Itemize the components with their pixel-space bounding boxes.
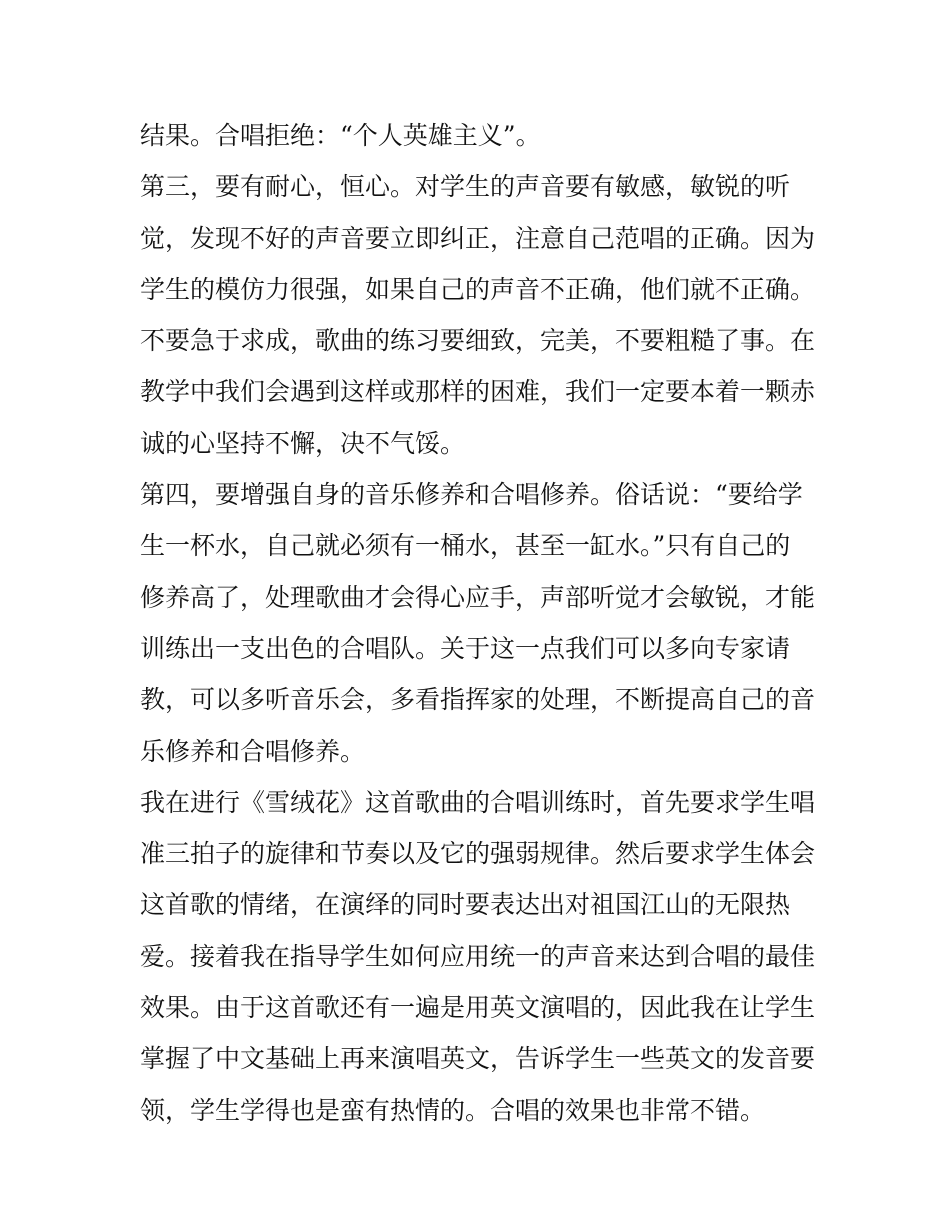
- text-line: 效果。由于这首歌还有一遍是用英文演唱的，因此我在让学生: [140, 993, 816, 1023]
- text-line: 诚的心坚持不懈，决不气馁。: [140, 428, 466, 458]
- body-text: [140, 110, 830, 1136]
- text-line: 准三拍子的旋律和节奏以及它的强弱规律。然后要求学生体会: [140, 839, 816, 869]
- text-line: 我在进行《雪绒花》这首歌曲的合唱训练时，首先要求学生唱: [140, 787, 816, 817]
- text-line: 生一杯水，自己就必须有一桶水，甚至一缸水。”只有自己的: [140, 531, 791, 561]
- text-line: 乐修养和合唱修养。: [140, 736, 366, 766]
- text-line: 掌握了中文基础上再来演唱英文，告诉学生一些英文的发音要: [140, 1044, 816, 1074]
- text-line: 爱。接着我在指导学生如何应用统一的声音来达到合唱的最佳: [140, 941, 816, 971]
- text-line: 学生的模仿力很强，如果自己的声音不正确，他们就不正确。: [140, 274, 816, 304]
- text-line: 觉，发现不好的声音要立即纠正，注意自己范唱的正确。因为: [140, 223, 816, 253]
- text-line: 领，学生学得也是蛮有热情的。合唱的效果也非常不错。: [140, 1095, 766, 1125]
- text-line: 修养高了，处理歌曲才会得心应手，声部听觉才会敏锐，才能: [140, 582, 816, 612]
- text-line: 结果。合唱拒绝：“个人英雄主义”。: [140, 121, 541, 150]
- text-line: 第三，要有耐心，恒心。对学生的声音要有敏感，敏锐的听: [140, 172, 791, 202]
- text-line: 不要急于求成，歌曲的练习要细致，完美，不要粗糙了事。在: [140, 326, 816, 356]
- text-line: 教学中我们会遇到这样或那样的困难，我们一定要本着一颗赤: [140, 377, 816, 407]
- text-line: 第四，要增强自身的音乐修养和合唱修养。俗话说：“要给学: [140, 480, 803, 510]
- text-line: 训练出一支出色的合唱队。关于这一点我们可以多向专家请: [140, 633, 791, 663]
- text-line: 教，可以多听音乐会，多看指挥家的处理，不断提高自己的音: [140, 685, 816, 715]
- text-line: 这首歌的情绪，在演绎的同时要表达出对祖国江山的无限热: [140, 890, 791, 920]
